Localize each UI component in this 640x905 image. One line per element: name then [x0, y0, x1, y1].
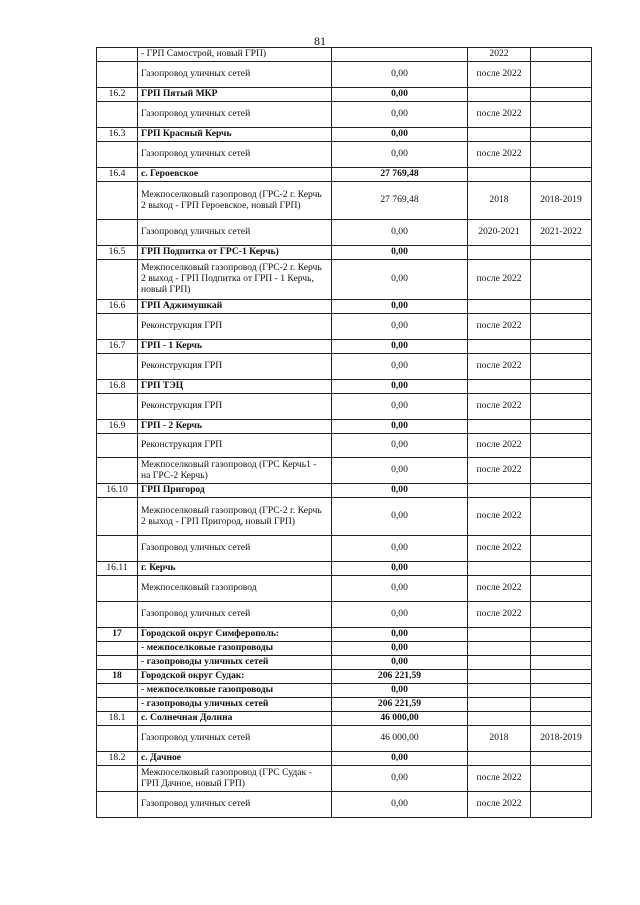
row-name: Газопровод уличных сетей — [138, 536, 332, 562]
table-row — [97, 766, 592, 792]
row-value: 0,00 — [332, 752, 468, 766]
table-row — [97, 726, 592, 752]
row-number — [97, 394, 138, 420]
row-year-start: после 2022 — [468, 394, 531, 420]
row-number — [97, 102, 138, 128]
row-year-start — [468, 380, 531, 394]
row-year-end — [531, 246, 592, 260]
table-row — [97, 698, 592, 712]
row-value: 0,00 — [332, 142, 468, 168]
row-number — [97, 792, 138, 818]
row-name: г. Керчь — [138, 562, 332, 576]
row-year-end — [531, 102, 592, 128]
row-year-start: после 2022 — [468, 602, 531, 628]
table-row — [97, 394, 592, 420]
table-row — [97, 340, 592, 354]
row-year-end — [531, 168, 592, 182]
page-number: 81 — [314, 34, 326, 48]
row-value: 0,00 — [332, 562, 468, 576]
row-name: - межпоселковые газопроводы — [138, 684, 332, 698]
row-value: 0,00 — [332, 246, 468, 260]
row-number — [97, 602, 138, 628]
row-year-start: после 2022 — [468, 314, 531, 340]
row-name: Газопровод уличных сетей — [138, 62, 332, 88]
row-year-end — [531, 712, 592, 726]
row-year-end — [531, 314, 592, 340]
row-year-end: 2021-2022 — [531, 220, 592, 246]
row-year-start — [468, 128, 531, 142]
row-value: 0,00 — [332, 642, 468, 656]
table-row — [97, 458, 592, 484]
row-number — [97, 726, 138, 752]
row-value: 0,00 — [332, 684, 468, 698]
table-row — [97, 62, 592, 88]
row-value: 0,00 — [332, 394, 468, 420]
row-name: Реконструкция ГРП — [138, 394, 332, 420]
row-name: Газопровод уличных сетей — [138, 602, 332, 628]
row-value: 206 221,59 — [332, 698, 468, 712]
row-number: 16.3 — [97, 128, 138, 142]
row-year-start — [468, 752, 531, 766]
row-name: с. Солнечная Долина — [138, 712, 332, 726]
row-name: ГРП ТЭЦ — [138, 380, 332, 394]
table-row — [97, 434, 592, 458]
table-row — [97, 380, 592, 394]
row-name: Межпоселковый газопровод (ГРС Судак - ГРП Дачное, новый ГРП) — [138, 766, 332, 792]
row-value: 0,00 — [332, 628, 468, 642]
row-name: ГРП Подпитка от ГРС-1 Керчь) — [138, 246, 332, 260]
table-row — [97, 792, 592, 818]
row-number: 16.7 — [97, 340, 138, 354]
row-year-start: после 2022 — [468, 458, 531, 484]
row-name: - ГРП Самострой, новый ГРП) — [138, 48, 332, 62]
row-year-end — [531, 602, 592, 628]
row-year-start — [468, 168, 531, 182]
row-year-start: 2018 — [468, 726, 531, 752]
row-year-start — [468, 88, 531, 102]
row-name: Реконструкция ГРП — [138, 434, 332, 458]
row-number — [97, 458, 138, 484]
row-year-end — [531, 576, 592, 602]
row-name: Межпоселковый газопровод (ГРС Керчь1 - на ГРС-2 Керчь) — [138, 458, 332, 484]
row-year-start: после 2022 — [468, 792, 531, 818]
row-value: 0,00 — [332, 380, 468, 394]
row-year-end — [531, 698, 592, 712]
row-number — [97, 536, 138, 562]
row-number: 16.8 — [97, 380, 138, 394]
row-name: ГРП Аджимушкай — [138, 300, 332, 314]
row-year-end — [531, 394, 592, 420]
row-year-start: 2020-2021 — [468, 220, 531, 246]
row-year-start — [468, 684, 531, 698]
row-number: 18 — [97, 670, 138, 684]
table-row — [97, 142, 592, 168]
row-name: с. Героевское — [138, 168, 332, 182]
table-row — [97, 628, 592, 642]
row-name: Реконструкция ГРП — [138, 314, 332, 340]
row-value: 0,00 — [332, 420, 468, 434]
row-name: - газопроводы уличных сетей — [138, 656, 332, 670]
row-year-start: после 2022 — [468, 142, 531, 168]
row-number — [97, 62, 138, 88]
row-name: ГРП Пятый МКР — [138, 88, 332, 102]
row-number — [97, 314, 138, 340]
table-row — [97, 562, 592, 576]
row-value: 27 769,48 — [332, 168, 468, 182]
row-year-start — [468, 698, 531, 712]
row-name: Городской округ Симферополь: — [138, 628, 332, 642]
row-year-end — [531, 498, 592, 536]
table-row — [97, 220, 592, 246]
row-name: ГРП Пригород — [138, 484, 332, 498]
table-row — [97, 246, 592, 260]
table-row — [97, 498, 592, 536]
row-name: Газопровод уличных сетей — [138, 726, 332, 752]
row-number — [97, 656, 138, 670]
row-name: ГРП - 1 Керчь — [138, 340, 332, 354]
table-row — [97, 484, 592, 498]
row-year-end — [531, 434, 592, 458]
row-value: 0,00 — [332, 220, 468, 246]
row-year-end — [531, 354, 592, 380]
table-body — [97, 48, 592, 818]
table-row — [97, 182, 592, 220]
row-value: 0,00 — [332, 314, 468, 340]
row-value: 0,00 — [332, 498, 468, 536]
row-value: 0,00 — [332, 102, 468, 128]
table-row — [97, 712, 592, 726]
row-year-end — [531, 792, 592, 818]
row-value: 0,00 — [332, 656, 468, 670]
row-value: 0,00 — [332, 792, 468, 818]
row-value: 0,00 — [332, 576, 468, 602]
row-year-start: после 2022 — [468, 260, 531, 300]
row-year-start — [468, 712, 531, 726]
row-value: 0,00 — [332, 88, 468, 102]
row-year-end — [531, 142, 592, 168]
row-year-end — [531, 62, 592, 88]
row-value: 0,00 — [332, 458, 468, 484]
row-year-start — [468, 420, 531, 434]
row-value: 0,00 — [332, 260, 468, 300]
table-row — [97, 314, 592, 340]
table-row — [97, 168, 592, 182]
row-year-end — [531, 642, 592, 656]
row-value: 46 000,00 — [332, 726, 468, 752]
row-name: Газопровод уличных сетей — [138, 142, 332, 168]
row-number — [97, 576, 138, 602]
row-number — [97, 766, 138, 792]
row-year-end — [531, 458, 592, 484]
row-name: с. Дачное — [138, 752, 332, 766]
row-year-end — [531, 48, 592, 62]
row-year-start: после 2022 — [468, 576, 531, 602]
row-number — [97, 182, 138, 220]
row-year-start — [468, 670, 531, 684]
row-number: 16.4 — [97, 168, 138, 182]
row-value: 0,00 — [332, 434, 468, 458]
row-name: - межпоселковые газопроводы — [138, 642, 332, 656]
table-row — [97, 602, 592, 628]
row-number — [97, 434, 138, 458]
row-number: 16.10 — [97, 484, 138, 498]
table-row — [97, 88, 592, 102]
row-year-start — [468, 656, 531, 670]
row-year-end — [531, 766, 592, 792]
row-name: Газопровод уличных сетей — [138, 102, 332, 128]
row-number — [97, 48, 138, 62]
table-row — [97, 642, 592, 656]
row-year-end — [531, 300, 592, 314]
row-year-start — [468, 246, 531, 260]
table-row — [97, 670, 592, 684]
row-number: 16.9 — [97, 420, 138, 434]
table-row — [97, 128, 592, 142]
row-number: 16.11 — [97, 562, 138, 576]
row-year-end — [531, 684, 592, 698]
row-name: - газопроводы уличных сетей — [138, 698, 332, 712]
row-name: ГРП - 2 Керчь — [138, 420, 332, 434]
row-value: 0,00 — [332, 484, 468, 498]
row-year-start: 2018 — [468, 182, 531, 220]
row-number: 16.5 — [97, 246, 138, 260]
table-row — [97, 102, 592, 128]
row-year-start — [468, 300, 531, 314]
row-name: Городской округ Судак: — [138, 670, 332, 684]
row-year-start: после 2022 — [468, 536, 531, 562]
row-year-start — [468, 628, 531, 642]
row-year-end — [531, 656, 592, 670]
row-value: 46 000,00 — [332, 712, 468, 726]
row-number: 17 — [97, 628, 138, 642]
row-number — [97, 220, 138, 246]
table-row — [97, 536, 592, 562]
row-value — [332, 48, 468, 62]
table-row — [97, 420, 592, 434]
row-value: 206 221,59 — [332, 670, 468, 684]
row-number — [97, 260, 138, 300]
row-number: 18.1 — [97, 712, 138, 726]
row-number — [97, 684, 138, 698]
row-year-end — [531, 536, 592, 562]
row-number: 16.6 — [97, 300, 138, 314]
table-row — [97, 752, 592, 766]
table-row — [97, 684, 592, 698]
row-year-end — [531, 562, 592, 576]
row-value: 0,00 — [332, 62, 468, 88]
row-value: 0,00 — [332, 340, 468, 354]
row-year-end — [531, 260, 592, 300]
row-number — [97, 142, 138, 168]
row-year-end — [531, 628, 592, 642]
row-number — [97, 698, 138, 712]
row-number: 18.2 — [97, 752, 138, 766]
row-name: Реконструкция ГРП — [138, 354, 332, 380]
row-year-end — [531, 670, 592, 684]
gas-pipeline-table — [96, 47, 592, 818]
table-row — [97, 260, 592, 300]
row-year-start — [468, 562, 531, 576]
row-year-end — [531, 88, 592, 102]
row-year-start — [468, 340, 531, 354]
row-year-end — [531, 380, 592, 394]
row-year-end — [531, 752, 592, 766]
row-year-start: после 2022 — [468, 354, 531, 380]
row-value: 0,00 — [332, 300, 468, 314]
row-value: 27 769,48 — [332, 182, 468, 220]
table-row — [97, 300, 592, 314]
row-name: ГРП Красный Керчь — [138, 128, 332, 142]
row-year-end — [531, 420, 592, 434]
row-number — [97, 642, 138, 656]
row-year-start: после 2022 — [468, 62, 531, 88]
row-value: 0,00 — [332, 536, 468, 562]
row-value: 0,00 — [332, 602, 468, 628]
row-year-end: 2018-2019 — [531, 726, 592, 752]
row-year-start: после 2022 — [468, 102, 531, 128]
row-name: Межпоселковый газопровод — [138, 576, 332, 602]
row-year-start — [468, 642, 531, 656]
row-year-start: 2022 — [468, 48, 531, 62]
table-row — [97, 354, 592, 380]
row-year-start: после 2022 — [468, 766, 531, 792]
row-name: Межпоселковый газопровод (ГРС-2 г. Керчь 2 выход - ГРП Подпитка от ГРП - 1 Керчь, новый ГРП) — [138, 260, 332, 300]
row-name: Газопровод уличных сетей — [138, 220, 332, 246]
row-year-start: после 2022 — [468, 498, 531, 536]
table-row — [97, 576, 592, 602]
row-year-start — [468, 484, 531, 498]
row-year-end — [531, 484, 592, 498]
table-row — [97, 48, 592, 62]
row-value: 0,00 — [332, 354, 468, 380]
table-row — [97, 656, 592, 670]
row-number: 16.2 — [97, 88, 138, 102]
row-name: Газопровод уличных сетей — [138, 792, 332, 818]
row-year-start: после 2022 — [468, 434, 531, 458]
row-value: 0,00 — [332, 128, 468, 142]
row-number — [97, 354, 138, 380]
row-value: 0,00 — [332, 766, 468, 792]
row-number — [97, 498, 138, 536]
row-year-end: 2018-2019 — [531, 182, 592, 220]
row-year-end — [531, 128, 592, 142]
row-year-end — [531, 340, 592, 354]
row-name: Межпоселковый газопровод (ГРС-2 г. Керчь 2 выход - ГРП Пригород, новый ГРП) — [138, 498, 332, 536]
row-name: Межпоселковый газопровод (ГРС-2 г. Керчь 2 выход - ГРП Героевское, новый ГРП) — [138, 182, 332, 220]
